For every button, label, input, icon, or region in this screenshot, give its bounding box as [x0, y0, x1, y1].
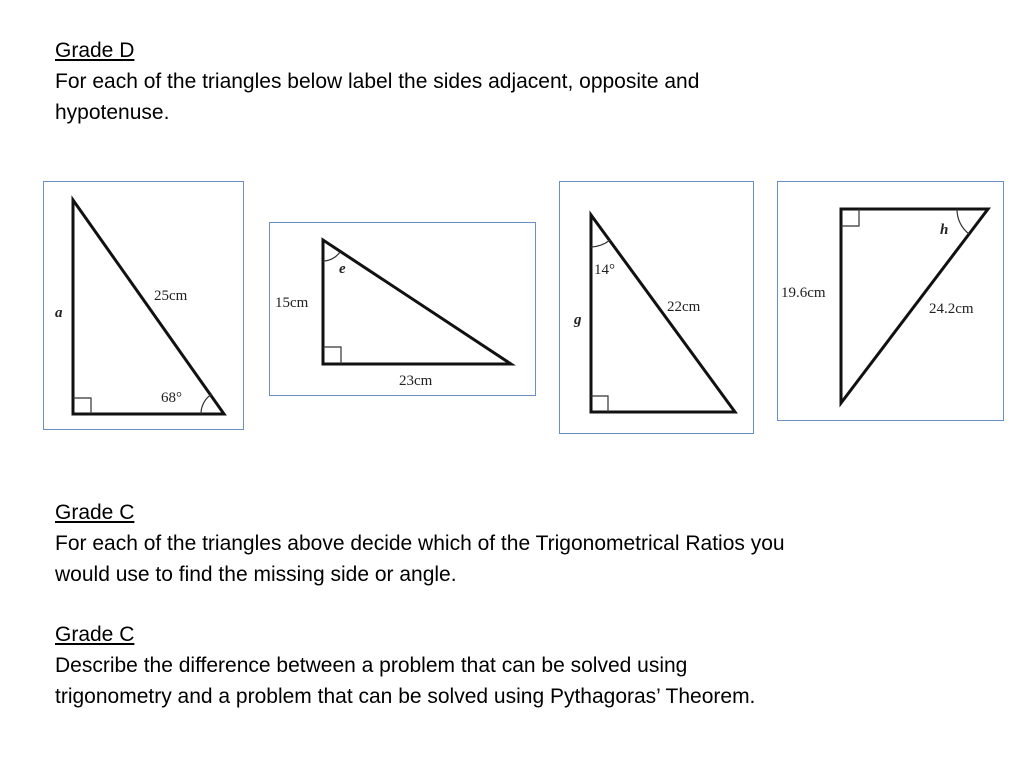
triangle-e-figure: [269, 222, 536, 396]
angle-arc: [323, 252, 340, 261]
grade-d-heading: Grade D: [55, 39, 135, 62]
triangle-h-figure: [777, 181, 1004, 421]
unknown-side-label: g: [574, 312, 582, 328]
triangle-g-shape: [591, 215, 735, 412]
triangle-e-diagram: [270, 223, 535, 395]
triangle-a-shape: [73, 200, 224, 414]
grade-c-instruction-1-line1: For each of the triangles above decide which of the Trigonometrical Ratios you: [55, 532, 785, 555]
grade-d-instruction-line1: For each of the triangles below label the sides adjacent, opposite and: [55, 70, 700, 93]
grade-c-instruction-2-line2: trigonometry and a problem that can be solved using Pythagoras’ Theorem.: [55, 685, 756, 708]
grade-c-heading-1: Grade C: [55, 501, 135, 524]
horizontal-side-length-label: 23cm: [399, 373, 433, 389]
triangle-g-diagram: [560, 182, 753, 433]
triangle-g-figure: [559, 181, 754, 434]
unknown-angle-label: e: [339, 261, 346, 277]
triangle-a-diagram: [44, 182, 243, 429]
right-angle-marker: [591, 396, 608, 412]
vertical-side-length-label: 19.6cm: [781, 285, 826, 301]
right-angle-marker: [73, 398, 91, 414]
hypotenuse-length-label: 24.2cm: [929, 301, 974, 317]
right-angle-marker: [323, 347, 341, 364]
vertical-side-length-label: 15cm: [275, 295, 309, 311]
unknown-side-label: a: [55, 305, 63, 321]
grade-c-heading-2: Grade C: [55, 623, 135, 646]
angle-label: 68°: [161, 390, 182, 406]
unknown-angle-label: h: [940, 222, 949, 238]
angle-arc: [591, 240, 610, 247]
angle-label: 14°: [594, 262, 615, 278]
triangle-e-shape: [323, 240, 511, 364]
grade-c-instruction-1-line2: would use to find the missing side or angle.: [55, 563, 457, 586]
triangle-h-diagram: [778, 182, 1003, 420]
grade-d-instruction-line2: hypotenuse.: [55, 101, 170, 124]
angle-arc: [957, 209, 969, 234]
triangle-a-figure: [43, 181, 244, 430]
grade-c-instruction-2-line1: Describe the difference between a problem that can be solved using: [55, 654, 688, 677]
right-angle-marker: [841, 209, 859, 226]
hypotenuse-length-label: 25cm: [154, 288, 188, 304]
hypotenuse-length-label: 22cm: [667, 299, 701, 315]
